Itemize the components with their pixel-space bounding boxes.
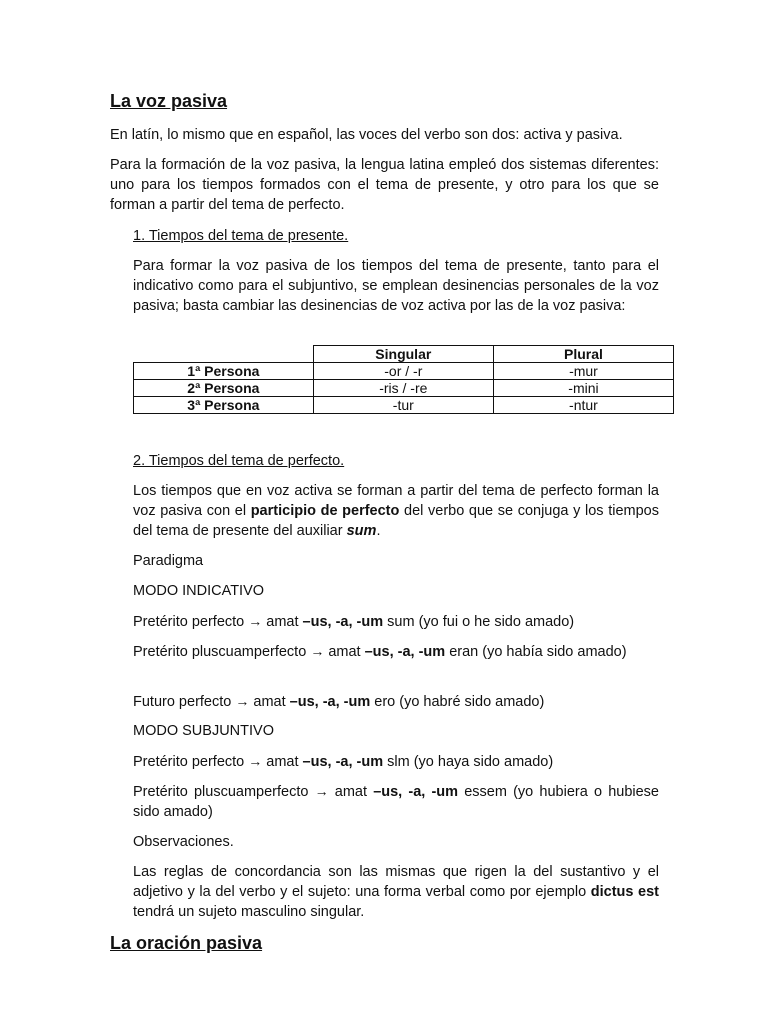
table-header-singular: Singular: [313, 346, 493, 363]
line-text: amat: [328, 784, 374, 800]
arrow-right-icon: →: [248, 753, 263, 769]
line-text: slm (yo haya sido amado): [383, 754, 554, 770]
line-text: Pretérito perfecto: [133, 614, 249, 630]
line-text: sum (yo fui o he sido amado): [383, 614, 575, 630]
sum-term: sum: [346, 523, 377, 539]
obs-text: Las reglas de concordancia son las mismas que rigen la del sustantivo y el adjetivo y la del verbo y el sujeto: una forma verbal como por ejemplo: [133, 864, 664, 900]
table-row-label: 1ª Persona: [134, 363, 314, 380]
section-2-text: Los tiempos que en voz activa se forman a partir del tema de perfecto forman la voz pasiva con el: [133, 483, 659, 519]
arrow-right-icon: →: [248, 613, 263, 629]
line-text: amat: [249, 694, 290, 710]
ending-bold: –us, -a, -um: [373, 784, 459, 800]
desinences-table: [133, 345, 674, 414]
table-cell: -ris / -re: [313, 380, 493, 397]
modo-indicativo-label: MODO INDICATIVO: [133, 583, 265, 599]
table-row: [134, 363, 674, 380]
line-text: Pretérito pluscuamperfecto: [133, 644, 311, 660]
ending-bold: –us, -a, -um: [364, 644, 446, 660]
table-cell: -or / -r: [313, 363, 493, 380]
ind-line-3: [133, 691, 659, 712]
table-cell: -tur: [313, 397, 493, 414]
participio-term: participio de perfecto: [250, 503, 400, 519]
page-title: La voz pasiva: [110, 91, 228, 111]
arrow-right-icon: →: [314, 783, 329, 799]
observaciones-body: [133, 862, 680, 922]
line-text: essem (yo hubiera o hubiese sido amado): [133, 784, 659, 820]
line-text: amat: [262, 614, 303, 630]
table-row-label: 2ª Persona: [134, 380, 314, 397]
line-text: amat: [262, 754, 303, 770]
line-text: amat: [324, 644, 365, 660]
table-row: [134, 397, 674, 414]
section-title-oracion-pasiva: La oración pasiva: [110, 933, 263, 953]
section-2-text: del verbo que se conjuga y los tiempos del tema de presente del auxiliar: [133, 503, 659, 539]
ind-line-2: [133, 641, 659, 662]
table-row: [134, 380, 674, 397]
dictus-est-term: dictus est: [590, 884, 660, 900]
section-1-heading: 1. Tiempos del tema de presente.: [133, 228, 349, 244]
intro-paragraph-1: En latín, lo mismo que en español, las voces del verbo son dos: activa y pasiva.: [110, 127, 623, 143]
table-header-row: [134, 346, 674, 363]
table-cell: -mini: [493, 380, 673, 397]
section-2-body: [133, 481, 659, 541]
intro-paragraph-2: Para la formación de la voz pasiva, la lengua latina empleó dos sistemas diferentes: uno para los tiempos formados con el tema de presente, y otro para los que se forman a partir del tema de perfecto.: [110, 157, 659, 213]
obs-text: tendrá un sujeto masculino singular.: [133, 884, 680, 920]
ending-bold: –us, -a, -um: [302, 614, 384, 630]
line-text: ero (yo habré sido amado): [370, 694, 545, 710]
section-1-body: Para formar la voz pasiva de los tiempos del tema de presente, tanto para el indicativo como para el subjuntivo, se emplean desinencias personales de la voz pasiva; basta cambiar las desinencias de voz activa por las de la voz pasiva:: [133, 258, 659, 314]
table-cell: -ntur: [493, 397, 673, 414]
ending-bold: –us, -a, -um: [289, 694, 371, 710]
arrow-right-icon: →: [310, 643, 325, 659]
line-text: Pretérito perfecto: [133, 754, 249, 770]
observaciones-label: Observaciones.: [133, 834, 234, 850]
ind-line-1: [133, 611, 659, 632]
table-corner-cell: [134, 346, 314, 363]
paradigma-label: Paradigma: [133, 553, 204, 569]
sub-line-2: [133, 781, 659, 822]
table-cell: -mur: [493, 363, 673, 380]
arrow-right-icon: →: [235, 693, 250, 709]
table-row-label: 3ª Persona: [134, 397, 314, 414]
sub-line-1: [133, 751, 659, 772]
modo-subjuntivo-label: MODO SUBJUNTIVO: [133, 723, 274, 739]
line-text: Futuro perfecto: [133, 694, 236, 710]
line-text: Pretérito pluscuamperfecto: [133, 784, 315, 800]
section-2-text: .: [376, 523, 381, 539]
table-header-plural: Plural: [493, 346, 673, 363]
ending-bold: –us, -a, -um: [302, 754, 384, 770]
section-2-heading: 2. Tiempos del tema de perfecto.: [133, 453, 345, 469]
line-text: eran (yo había sido amado): [445, 644, 627, 660]
